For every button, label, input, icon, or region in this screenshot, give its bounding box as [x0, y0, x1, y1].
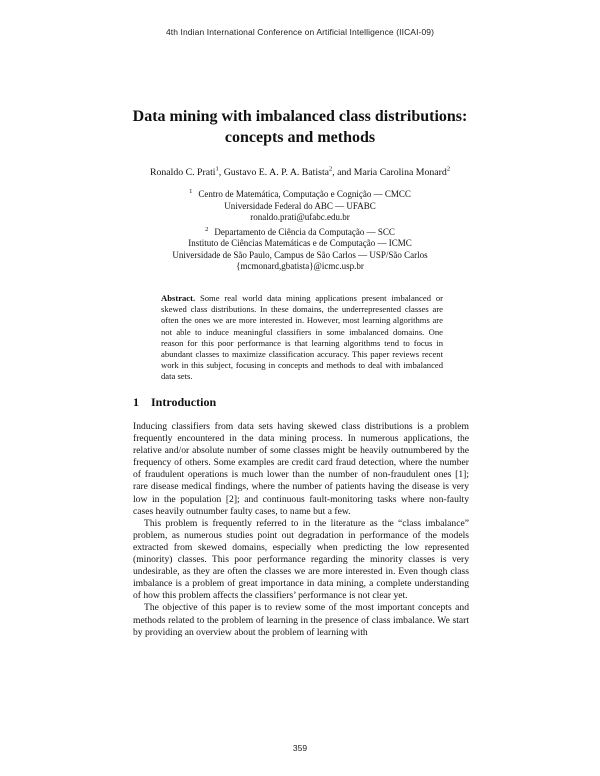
title-line-2: concepts and methods — [224, 129, 376, 146]
affiliation-email: ronaldo.prati@ufabc.edu.br — [250, 212, 350, 222]
page-number: 359 — [292, 743, 308, 753]
author-name: Gustavo E. A. P. A. Batista — [223, 167, 330, 178]
author-name: Ronaldo C. Prati — [149, 167, 216, 178]
section-title: Introduction — [151, 395, 217, 409]
affiliation-marker: 2 — [205, 225, 209, 233]
affiliation-line: Instituto de Ciências Matemáticas e de Computação — ICMC — [188, 238, 412, 248]
running-header: 4th Indian International Conference on Artificial Intelligence (IICAI-09) — [165, 27, 435, 37]
abstract-label: Abstract. — [161, 293, 196, 303]
affiliation-marker: 2 — [446, 165, 451, 173]
affiliation-line: $^2$ Departamento de Ciência da Computação — SCC — [205, 225, 395, 237]
affiliation-marker: 1 — [189, 188, 193, 195]
affiliation-marker: 2 — [329, 165, 333, 173]
affiliation-line: $^1$ Centro de Matemática, Computação e Cognição — CMCC — [189, 188, 411, 199]
body-paragraph: The objective of this paper is to review some of the most important concepts and methods related to the problem of learning in the presence of class imbalance. We start by providing an overview about the problem of learning with — [133, 602, 469, 638]
section-heading — [133, 395, 216, 410]
section-body — [133, 421, 469, 639]
abstract-text: Some real world data mining applications present imbalanced or skewed class distributions. In these domains, the underrepresented classes are often the ones we are more interested in. However, most learning algorithms are not able to induce meaningful classifiers in some imbalanced domains. One reason for this poor performance is that learning algorithms tend to focus in abundant classes to maximize classification accuracy. This paper reviews recent work in this subject, focusing in concepts and methods to deal with imbalanced data sets. — [161, 293, 443, 382]
author-separator: , — [218, 167, 224, 178]
affiliation-email: {mcmonard,gbatista}@icmc.usp.br — [236, 261, 364, 271]
title-line-1: Data mining with imbalanced class distributions: — [132, 108, 468, 125]
affiliation-block — [0, 186, 600, 273]
affiliation-line: Universidade Federal do ABC — UFABC — [224, 200, 376, 211]
abstract — [161, 293, 443, 383]
body-paragraph: Inducing classifiers from data sets having skewed class distributions is a problem frequently encountered in the data mining process. In numerous applications, the relative and/or absolute number of some classes might be heavily outnumbered by the frequency of others. Some examples are credit card fraud detection, where the number of fraudulent operations is much lower than the number of non-fraudulent ones [1]; rare disease medical findings, where the number of patients having the disease is very low in the population [2]; and continuous fault-monitoring tasks where non-faulty cases heavily outnumber faulty cases, to name but a few. — [133, 421, 469, 517]
affiliation-marker: 1 — [215, 165, 219, 173]
section-number: 1 — [133, 395, 139, 409]
paper-title — [0, 106, 600, 148]
affiliation-line: Universidade de São Paulo, Campus de São Carlos — USP/São Carlos — [172, 249, 428, 260]
author-separator: , and — [332, 167, 354, 178]
author-list — [0, 167, 600, 178]
body-paragraph: This problem is frequently referred to in the literature as the “class imbalance” problem, as numerous studies point out degradation in performance of the models extracted from skewed domains, especially when predicting the low represented (minority) classes. This poor performance regarding the minority classes is very undesirable, as they are often the classes we are more interested in. Even though class imbalance is a problem of great importance in data mining, a complete understanding of how this problem affects the classifiers’ performance is not clear yet. — [133, 517, 469, 602]
author-name: Maria Carolina Monard — [353, 167, 447, 178]
